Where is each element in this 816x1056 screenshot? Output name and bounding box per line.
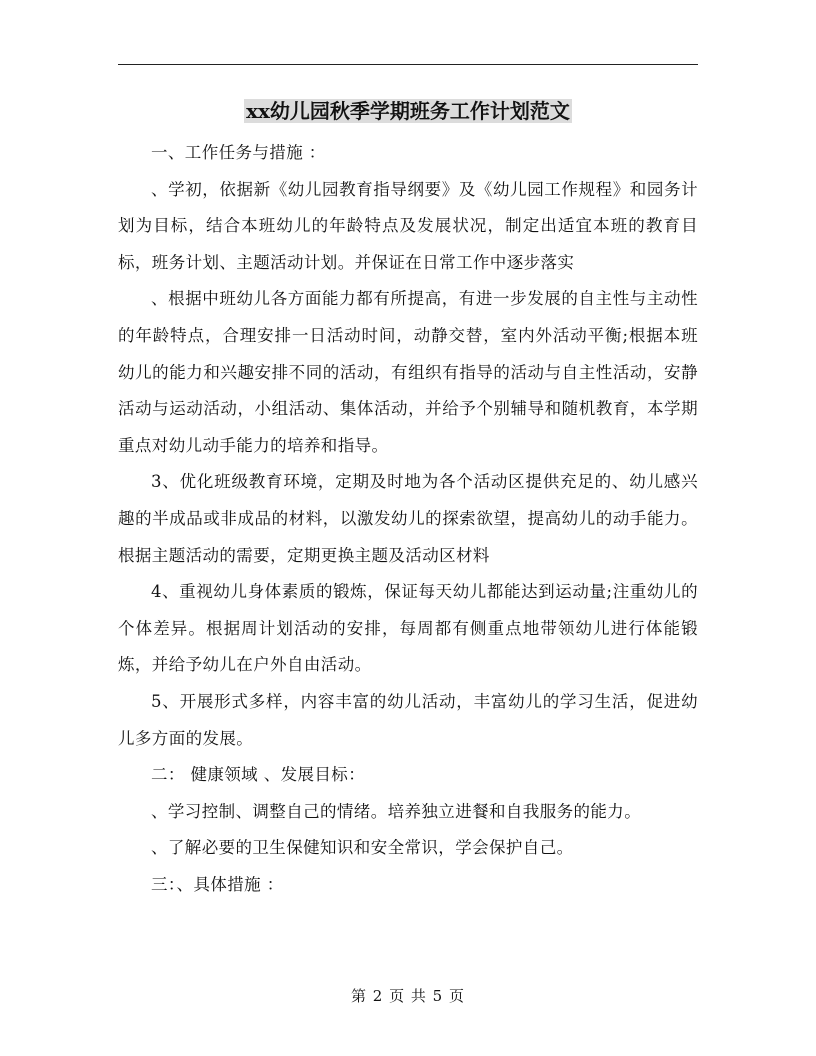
paragraph-item: 、了解必要的卫生保健知识和安全常识，学会保护自己。 [151, 838, 574, 858]
paragraph-item: 、学习控制、调整自己的情绪。培养独立进餐和自我服务的能力。 [151, 801, 642, 821]
document-title-text: xx幼儿园秋季学期班务工作计划范文 [246, 99, 570, 123]
section-heading-tasks: 一、工作任务与措施 ： [151, 143, 326, 162]
paragraph-item: 、根据中班幼儿各方面能力都有所提高，有进一步发展的自主性与主动性的年龄特点，合理安排一日活动时间，动静交替，室内外活动平衡;根据本班幼儿的能力和兴趣安排不同的活动，有组织有指导的活动与自主性活动，安静活动与运动活动，小组活动、集体活动，并给予个别辅导和随机教育，本学期重点对幼儿动手能力的培养和指导。 [118, 289, 698, 455]
section-heading-health: 二： 健康领域 、发展目标： [151, 765, 366, 785]
paragraph-item: 5、开展形式多样，内容丰富的幼儿活动，丰富幼儿的学习生活，促进幼儿多方面的发展。 [118, 691, 698, 748]
paragraph-item: 4、重视幼儿身体素质的锻炼，保证每天幼儿都能达到运动量;注重幼儿的个体差异。根据周计划活动的安排，每周都有侧重点地带领幼儿进行体能锻炼，并给予幼儿在户外自由活动。 [118, 582, 698, 675]
document-body [118, 135, 698, 903]
section-heading-measures: 三：、具体措施 ： [151, 874, 284, 894]
page-number: 第 2 页 共 5 页 [351, 987, 465, 1005]
paragraph-item: 、学初，依据新《幼儿园教育指导纲要》及《幼儿园工作规程》和园务计划为目标，结合本班幼儿的年龄特点及发展状况，制定出适宜本班的教育目标，班务计划、主题活动计划。并保证在日常工作中逐步落实 [118, 179, 698, 272]
paragraph-item: 3、优化班级教育环境，定期及时地为各个活动区提供充足的、幼儿感兴趣的半成品或非成品的材料，以激发幼儿的探索欲望，提高幼儿的动手能力。根据主题活动的需要，定期更换主题及活动区材料 [118, 472, 698, 565]
header-rule [118, 64, 698, 65]
document-title [0, 97, 816, 125]
